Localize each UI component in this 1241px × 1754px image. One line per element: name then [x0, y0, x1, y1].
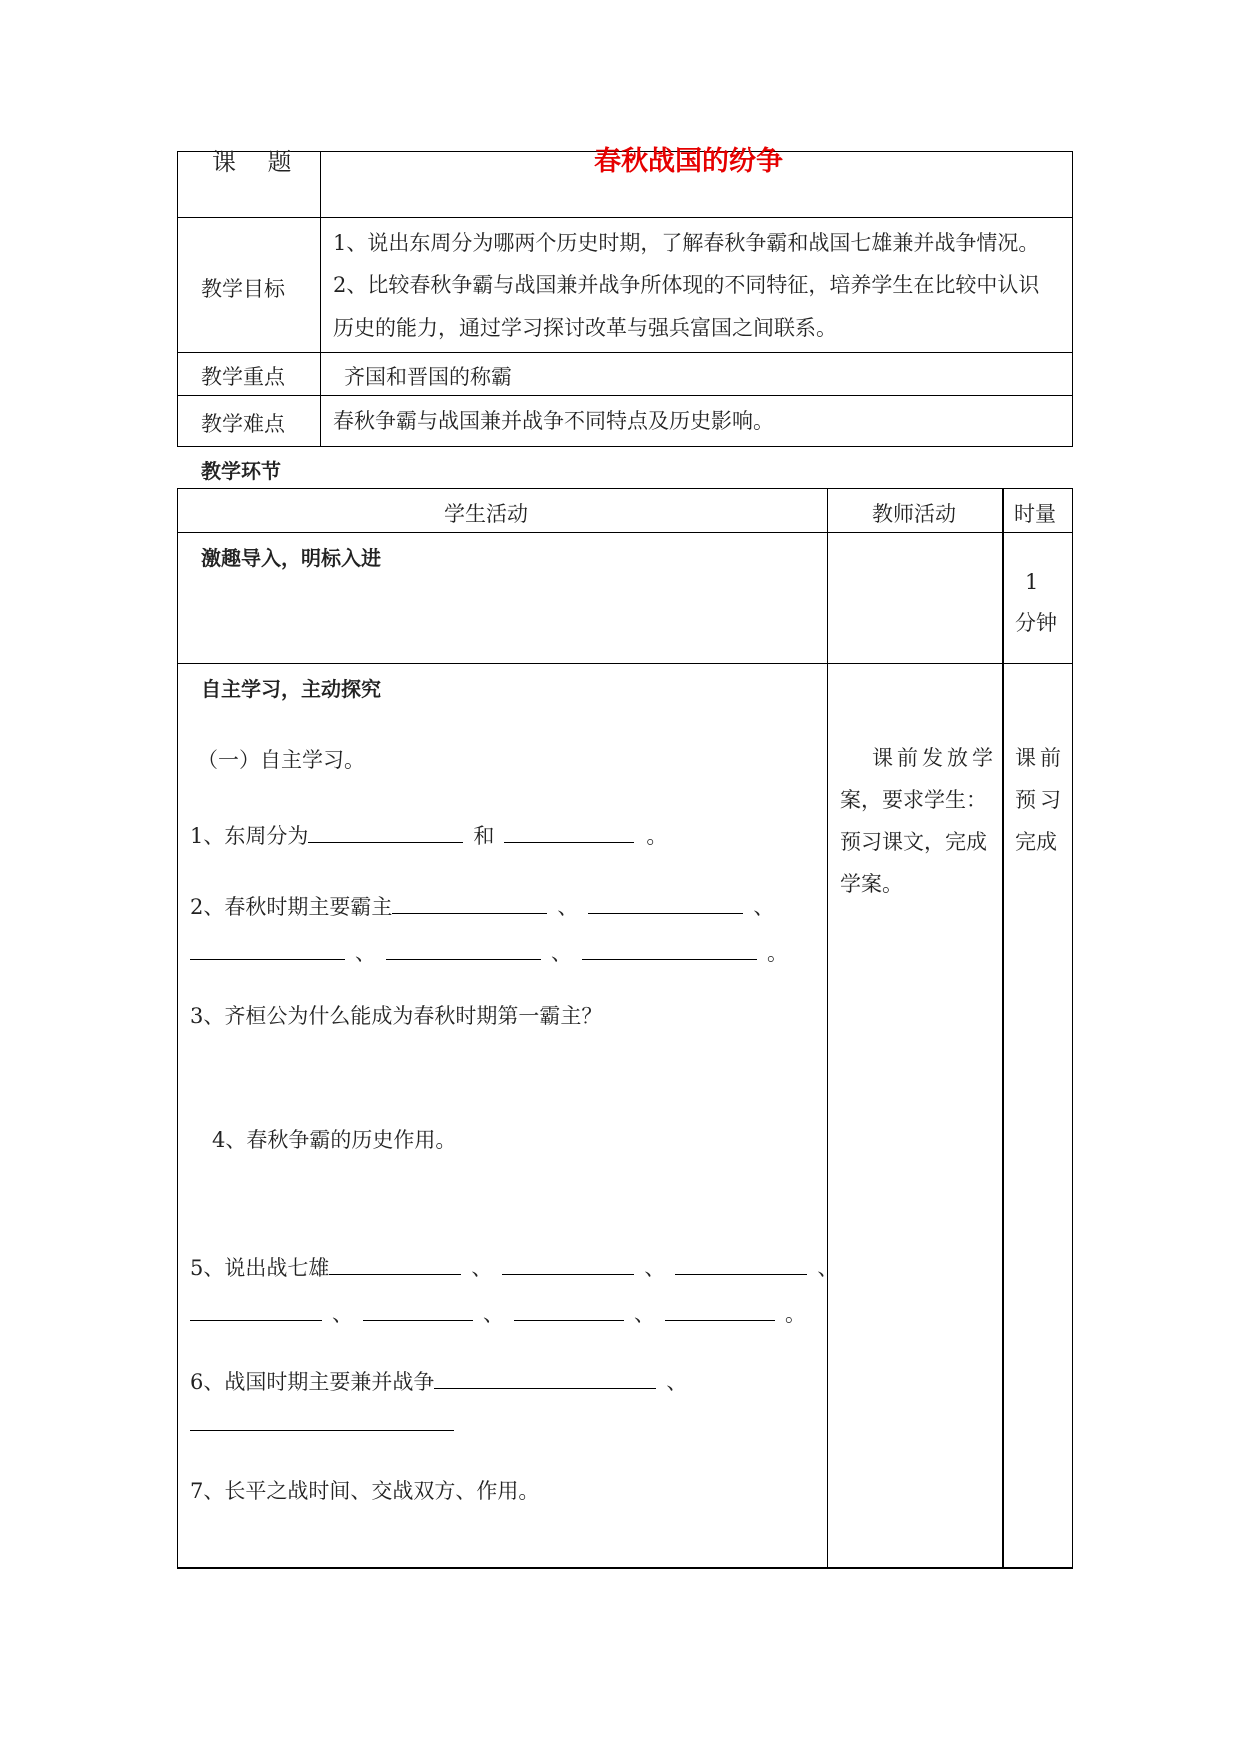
difficulty-point: 春秋争霸与战国兼并战争不同特点及历史影响。	[333, 409, 774, 433]
table-border	[177, 446, 1073, 447]
table-border	[177, 488, 178, 1569]
answer-blank[interactable]	[329, 1254, 461, 1275]
q-text: 。	[767, 941, 788, 965]
difficulty-label: 教学难点	[201, 412, 285, 436]
answer-blank[interactable]	[502, 1254, 634, 1275]
question-3: 3、齐桓公为什么能成为春秋时期第一霸主？	[190, 1004, 603, 1028]
teacher-activity-line: 案，要求学生：	[840, 788, 987, 812]
time-value: 1	[1025, 570, 1039, 594]
lesson-title: 春秋战国的纷争	[594, 146, 783, 177]
answer-blank[interactable]	[190, 1300, 322, 1321]
q-text: 、	[551, 941, 572, 965]
goal-line: 2、比较春秋争霸与战国兼并战争所体现的不同特征，培养学生在比较中认识	[333, 273, 1040, 297]
answer-blank[interactable]	[665, 1300, 775, 1321]
q-text: 、	[471, 1256, 493, 1280]
table-border	[177, 663, 1073, 664]
teacher-activity-line: 课前发放学	[872, 746, 997, 770]
teacher-activity-line: 预习课文，完成	[840, 830, 987, 854]
q-text: 、	[817, 1256, 839, 1280]
question-2	[190, 893, 784, 918]
q-text: 。	[646, 824, 668, 848]
answer-blank[interactable]	[363, 1300, 473, 1321]
subsection: （一）自主学习。	[197, 748, 365, 772]
table-border	[177, 395, 1073, 396]
answer-blank[interactable]	[514, 1300, 624, 1321]
q-text: 1、东周分为	[190, 824, 309, 848]
question-6-cont	[190, 1410, 454, 1435]
table-border	[177, 352, 1073, 353]
table-border	[1072, 151, 1073, 447]
q-text: 6、战国时期主要兼并战争	[190, 1370, 435, 1394]
answer-blank[interactable]	[190, 1410, 454, 1431]
q-text: 、	[332, 1302, 353, 1326]
table-border	[320, 151, 321, 447]
key-point: 齐国和晋国的称霸	[344, 365, 512, 389]
header-student: 学生活动	[444, 502, 528, 526]
question-5-cont	[190, 1300, 816, 1325]
row-title: 激趣导入，明标入进	[201, 546, 381, 570]
time-line: 课前	[1015, 746, 1065, 770]
topic-label: 课 题	[212, 148, 292, 176]
answer-blank[interactable]	[588, 893, 743, 914]
question-4: 4、春秋争霸的历史作用。	[212, 1128, 457, 1152]
table-border	[1002, 488, 1004, 1569]
answer-blank[interactable]	[392, 893, 547, 914]
q-text: 2、春秋时期主要霸主	[190, 895, 393, 919]
answer-blank[interactable]	[504, 822, 634, 843]
table-border	[177, 151, 178, 447]
question-6	[190, 1368, 697, 1393]
section-title: 教学环节	[201, 459, 281, 483]
q-text: 、	[483, 1302, 504, 1326]
table-border	[177, 488, 1073, 489]
question-1	[190, 822, 667, 847]
header-time: 时量	[1014, 502, 1056, 526]
q-text: 、	[644, 1256, 666, 1280]
q-text: 、	[557, 895, 579, 919]
goals-label: 教学目标	[201, 277, 285, 301]
table-border	[177, 532, 1073, 533]
question-7: 7、长平之战时间、交战双方、作用。	[190, 1479, 540, 1503]
q-text: 。	[785, 1302, 806, 1326]
time-line: 完成	[1015, 830, 1057, 854]
goal-line: 1、说出东周分为哪两个历史时期，了解春秋争霸和战国七雄兼并战争情况。	[333, 231, 1040, 255]
table-border	[177, 217, 1073, 218]
answer-blank[interactable]	[190, 939, 345, 960]
table-border	[1072, 488, 1073, 1569]
q-text: 、	[634, 1302, 655, 1326]
answer-blank[interactable]	[386, 939, 541, 960]
q-text: 5、说出战七雄	[190, 1256, 330, 1280]
q-text: 、	[666, 1370, 688, 1394]
answer-blank[interactable]	[434, 1368, 656, 1389]
answer-blank[interactable]	[308, 822, 463, 843]
question-5	[190, 1254, 848, 1279]
teacher-activity-line: 学案。	[840, 872, 903, 896]
time-unit: 分钟	[1015, 611, 1057, 635]
goal-line: 历史的能力，通过学习探讨改革与强兵富国之间联系。	[333, 316, 837, 340]
q-text: 、	[753, 895, 775, 919]
time-line: 预习	[1015, 788, 1065, 812]
q-text: 和	[473, 824, 495, 848]
answer-blank[interactable]	[675, 1254, 807, 1275]
answer-blank[interactable]	[582, 939, 757, 960]
table-border	[177, 1567, 1073, 1569]
key-label: 教学重点	[201, 365, 285, 389]
q-text: 、	[355, 941, 376, 965]
header-teacher: 教师活动	[872, 502, 956, 526]
row-title: 自主学习，主动探究	[201, 677, 381, 701]
question-2-cont	[190, 939, 798, 964]
table-border	[827, 488, 828, 1569]
